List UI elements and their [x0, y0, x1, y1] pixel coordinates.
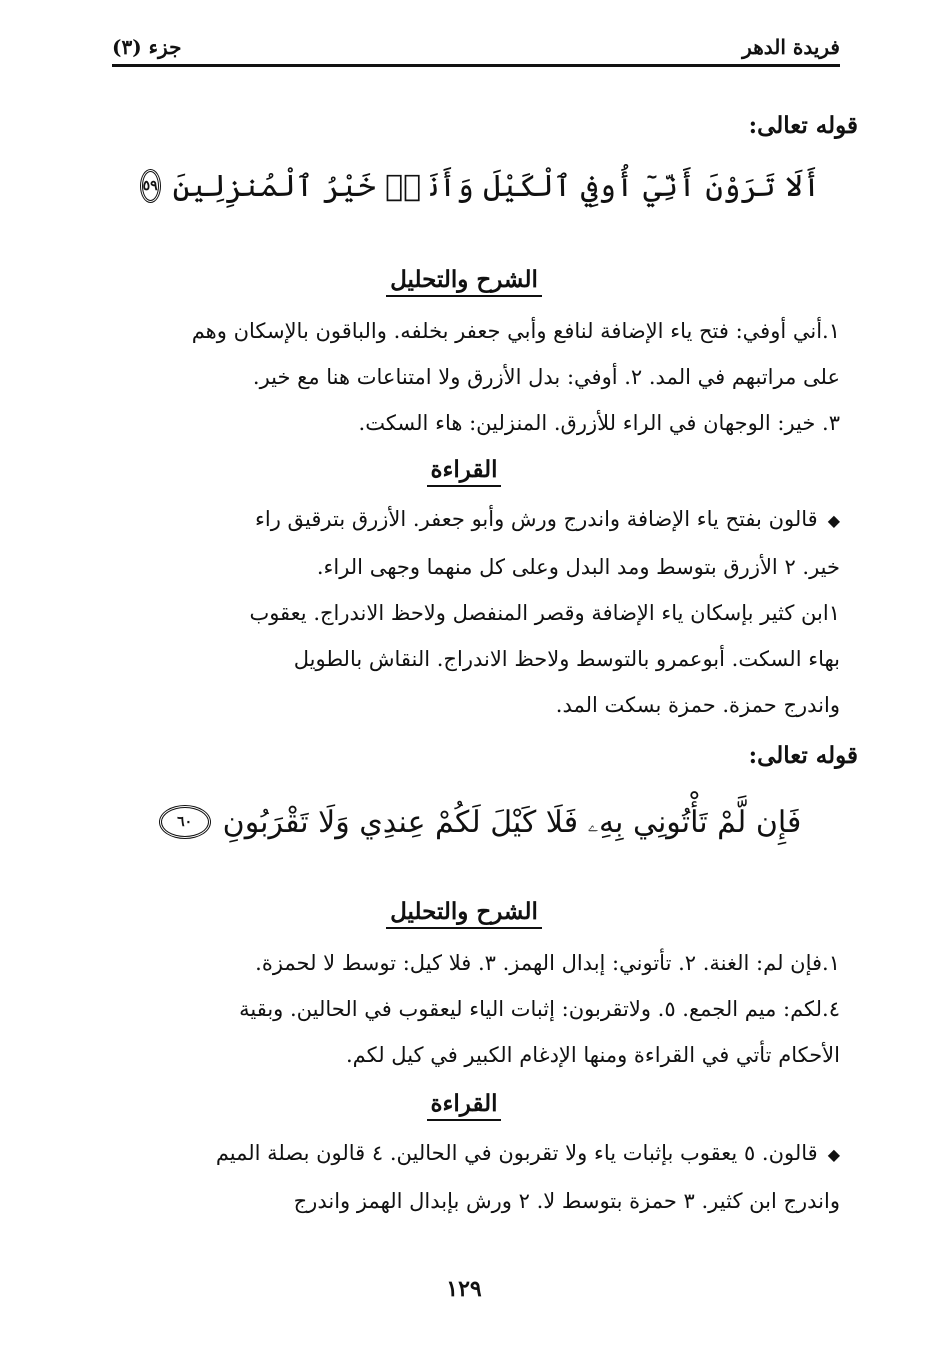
verse-text-2: فَإِن لَّمْ تَأْتُونِي بِهِۦ فَلَا كَيْلَ لَكُمْ عِندِي وَلَا تَقْرَبُونِ	[222, 804, 802, 840]
analysis-line: ٤.لكم: ميم الجمع. ٥. ولاتقربون: إثبات الياء ليعقوب في الحالين. وبقية	[239, 997, 840, 1021]
analysis-line: ٣. خير: الوجهان في الراء للأزرق. المنزلين: هاء السكت.	[358, 411, 840, 435]
analysis-heading-2	[0, 898, 928, 925]
reading-line: بهاء السكت. أبوعمرو بالتوسط ولاحظ الاندراج. النقاش بالطويل	[293, 647, 840, 671]
reading-heading-2	[0, 1090, 928, 1117]
reading-heading-text-2: القراءة	[427, 1090, 502, 1121]
reading-heading-1	[0, 456, 928, 483]
quran-verse-1	[142, 158, 821, 214]
reading-line: خير. ٢ الأزرق بتوسط ومد البدل وعلى كل منهما وجهى الراء.	[316, 555, 840, 579]
reading-line: واندرج ابن كثير. ٣ حمزة بتوسط لا. ٢ ورش بإبدال الهمز واندرج	[293, 1189, 840, 1213]
quran-verse-2	[150, 794, 810, 850]
verse-intro-1: قوله تعالى:	[748, 112, 858, 139]
analysis-line: الأحكام تأتي في القراءة ومنها الإدغام الكبير في كيل لكم.	[345, 1043, 840, 1067]
reading-line: واندرج حمزة. حمزة بسكت المد.	[555, 693, 840, 717]
analysis-heading-1	[0, 266, 928, 293]
reading-line-text: قالون. ٥ يعقوب بإثبات ياء ولا تقربون في الحالين. ٤ قالون بصلة الميم	[215, 1141, 818, 1165]
part-label: جزء (٣)	[112, 35, 182, 59]
page-number: ١٢٩	[446, 1276, 482, 1302]
reading-line	[112, 496, 840, 544]
analysis-line: على مراتبهم في المد. ٢. أوفي: بدل الأزرق ولا امتناعات هنا مع خير.	[252, 365, 840, 389]
reading-line: ١ابن كثير بإسكان ياء الإضافة وقصر المنفصل ولاحظ الاندراج. يعقوب	[249, 601, 840, 625]
ayah-number-2: ٦٠	[159, 805, 211, 839]
reading-line-text: قالون بفتح ياء الإضافة واندرج ورش وأبو جعفر. الأزرق بترقيق راء	[254, 507, 818, 531]
ayah-number-1: ٥٩	[140, 169, 161, 203]
verse-text-1: أَلَا تَرَوْنَ أَنِّيٓ أُوفِي ٱلْكَيْلَ وَأَنَا۠ خَيْرُ ٱلْمُنزِلِينَ	[172, 168, 821, 204]
diamond-bullet-icon: ◆	[827, 1145, 840, 1164]
reading-line	[112, 1130, 840, 1178]
book-title: فريدة الدهر	[742, 35, 840, 59]
analysis-paragraph-2	[112, 940, 840, 1078]
analysis-heading-text-2: الشرح والتحليل	[386, 898, 542, 929]
analysis-heading-text-1: الشرح والتحليل	[386, 266, 542, 297]
analysis-line: ١.فإن لم: الغنة. ٢. تأتوني: إبدال الهمز. ٣. فلا كيل: توسط لا لحمزة.	[255, 951, 840, 975]
reading-heading-text-1: القراءة	[427, 456, 502, 487]
verse-intro-2: قوله تعالى:	[748, 742, 858, 769]
reading-paragraph-2	[112, 1130, 840, 1224]
analysis-line: ١.أني أوفي: فتح ياء الإضافة لنافع وأبي جعفر بخلفه. والباقون بالإسكان وهم	[191, 319, 840, 343]
reading-paragraph-1	[112, 496, 840, 728]
page-header	[112, 30, 840, 67]
diamond-bullet-icon: ◆	[827, 511, 840, 530]
analysis-paragraph-1	[112, 308, 840, 446]
